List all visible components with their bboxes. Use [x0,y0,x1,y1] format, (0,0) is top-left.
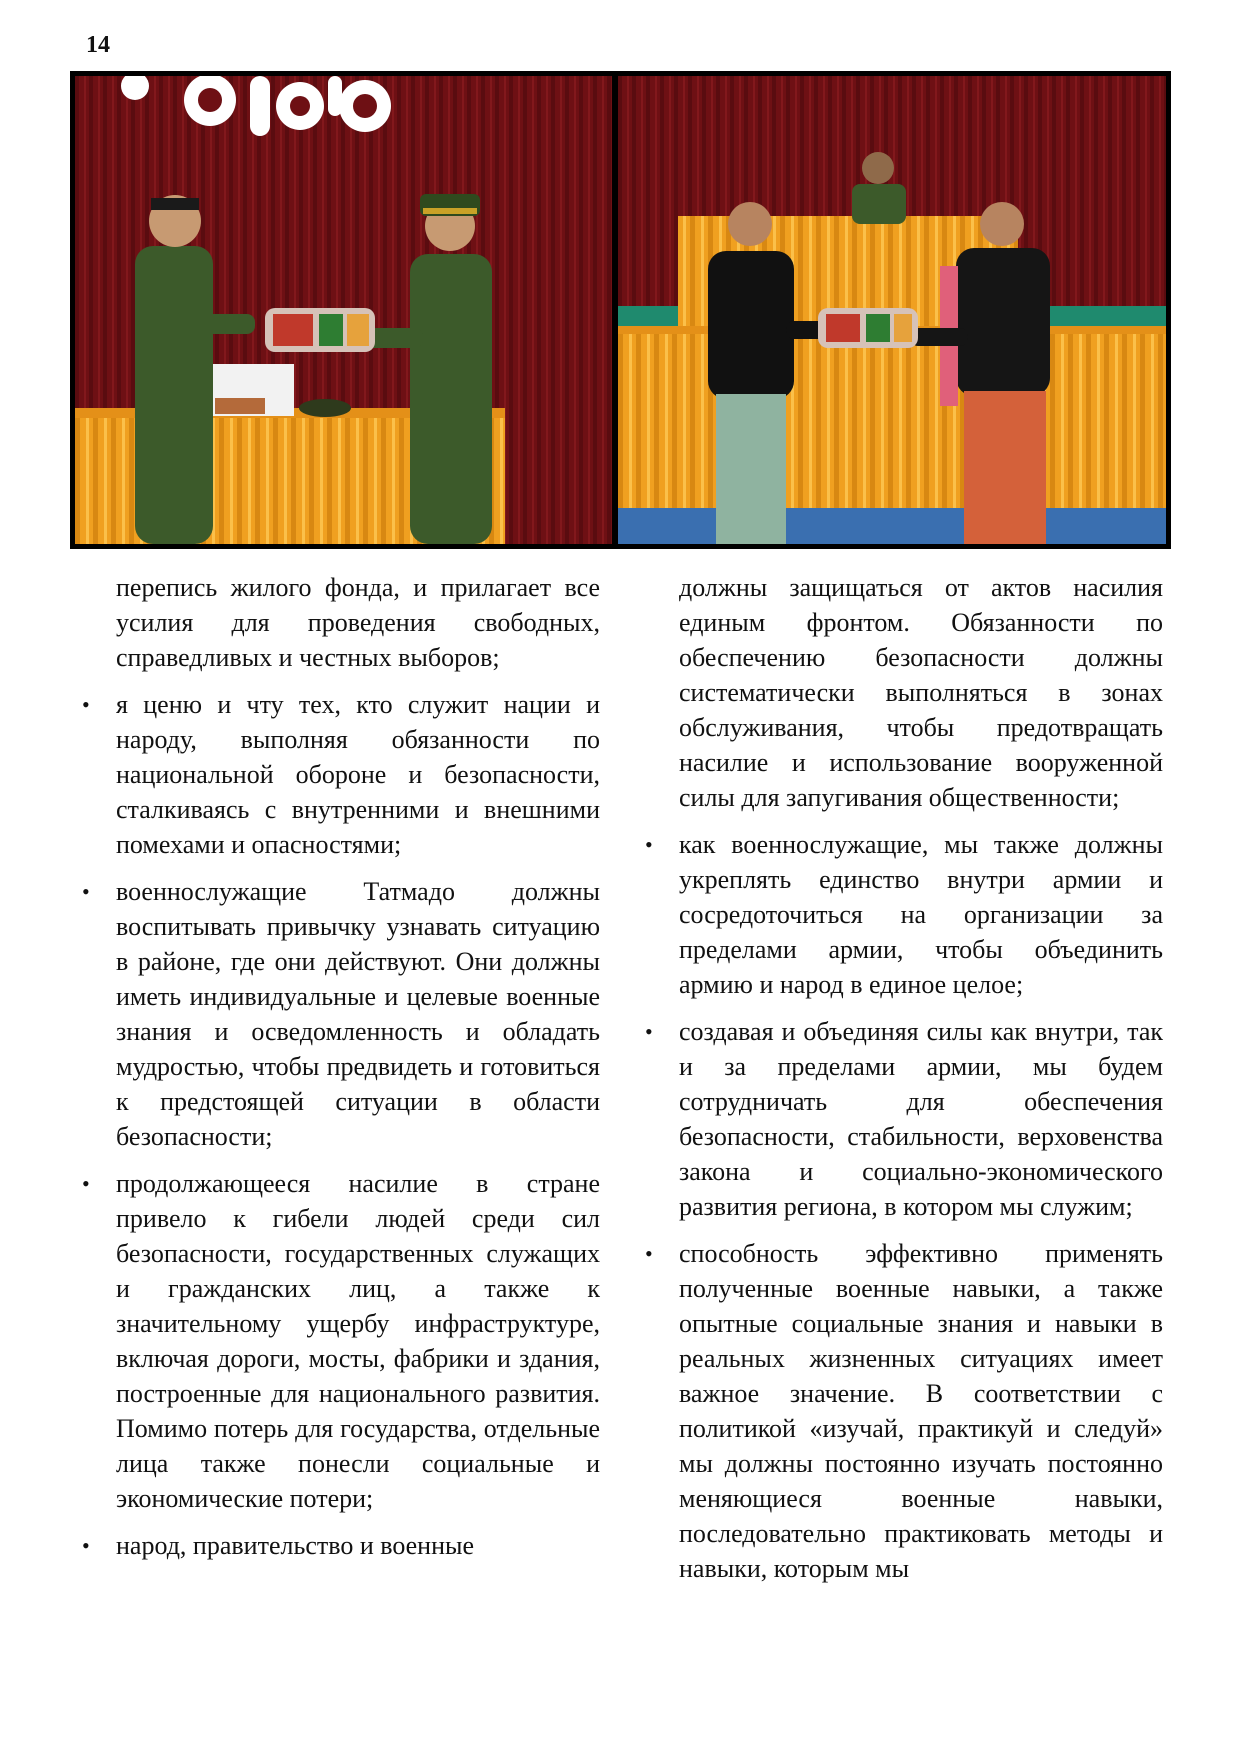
photo-officers-gift-exchange [75,76,612,544]
list-item-text: продолжающееся насилие в стране привело к гибели людей среди сил безопасности, государственных служащих и гражданских лиц, а также к значительному ущербу инфраструктуре, включая дороги, мосты, фабрики и здания, построенные для национального развития. Помимо потерь для государства, отдельные лица также понесли социальные и экономические потери; [116,1169,600,1513]
right-intro-paragraph: должны защищаться от актов насилия единым фронтом. Обязанности по обеспечению безопасности должны систематически выполняться в зонах обслуживания, чтобы предотвращать насилие и использование вооруженной силы для запугивания общественности; [679,573,1163,812]
list-item-text: народ, правительство и военные [116,1531,475,1560]
left-bullet-list [82,687,600,1563]
list-item [82,874,600,1154]
list-item [645,1014,1163,1224]
list-item [82,1166,600,1516]
list-item-text: военнослужащие Татмадо должны воспитывать привычку узнавать ситуацию в районе, где они действуют. Они должны иметь индивидуальные и целевые военные знания и осведомленность и обладать мудростью, чтобы предвидеть и готовиться к предстоящей ситуации в области безопасности; [116,877,600,1151]
list-item-text: как военнослужащие, мы также должны укреплять единство внутри армии и сосредоточиться на организации за пределами армии, чтобы объединить армию и народ в единое целое; [679,830,1163,999]
bullet-icon: • [82,692,90,717]
bullet-icon: • [645,1019,653,1044]
list-item [82,1528,600,1563]
list-item [82,687,600,862]
list-item [645,827,1163,1002]
bullet-icon: • [645,1241,653,1266]
left-text-column [82,570,600,1563]
list-item-text: способность эффективно применять полученные военные навыки, а также опытные социальные знания и навыки в реальных жизненных ситуациях имеет важное значение. В соответствии с политикой «изучай, практикуй и следуй» мы должны постоянно изучать постоянно меняющиеся военные навыки, последовательно практиковать методы и навыки, которым мы [679,1239,1163,1583]
right-text-column [645,570,1163,1586]
photo-women-gift-exchange [618,76,1166,544]
page-number: 14 [86,32,110,58]
list-item [645,1236,1163,1586]
right-bullet-list [645,827,1163,1586]
bullet-icon: • [82,1171,90,1196]
list-item-text: я ценю и чту тех, кто служит нации и народу, выполняя обязанности по национальной обороне и безопасности, сталкиваясь с внутренними и внешними помехами и опасностями; [116,690,600,859]
bullet-icon: • [82,1533,90,1558]
bullet-icon: • [645,832,653,857]
list-item-text: создавая и объединяя силы как внутри, так и за пределами армии, мы будем сотрудничать для обеспечения безопасности, стабильности, верховенства закона и социально-экономического развития региона, в котором мы служим; [679,1017,1163,1221]
left-intro-paragraph: перепись жилого фонда, и прилагает все усилия для проведения свободных, справедливых и честных выборов; [116,573,600,672]
photo-strip [70,71,1171,549]
bullet-icon: • [82,879,90,904]
